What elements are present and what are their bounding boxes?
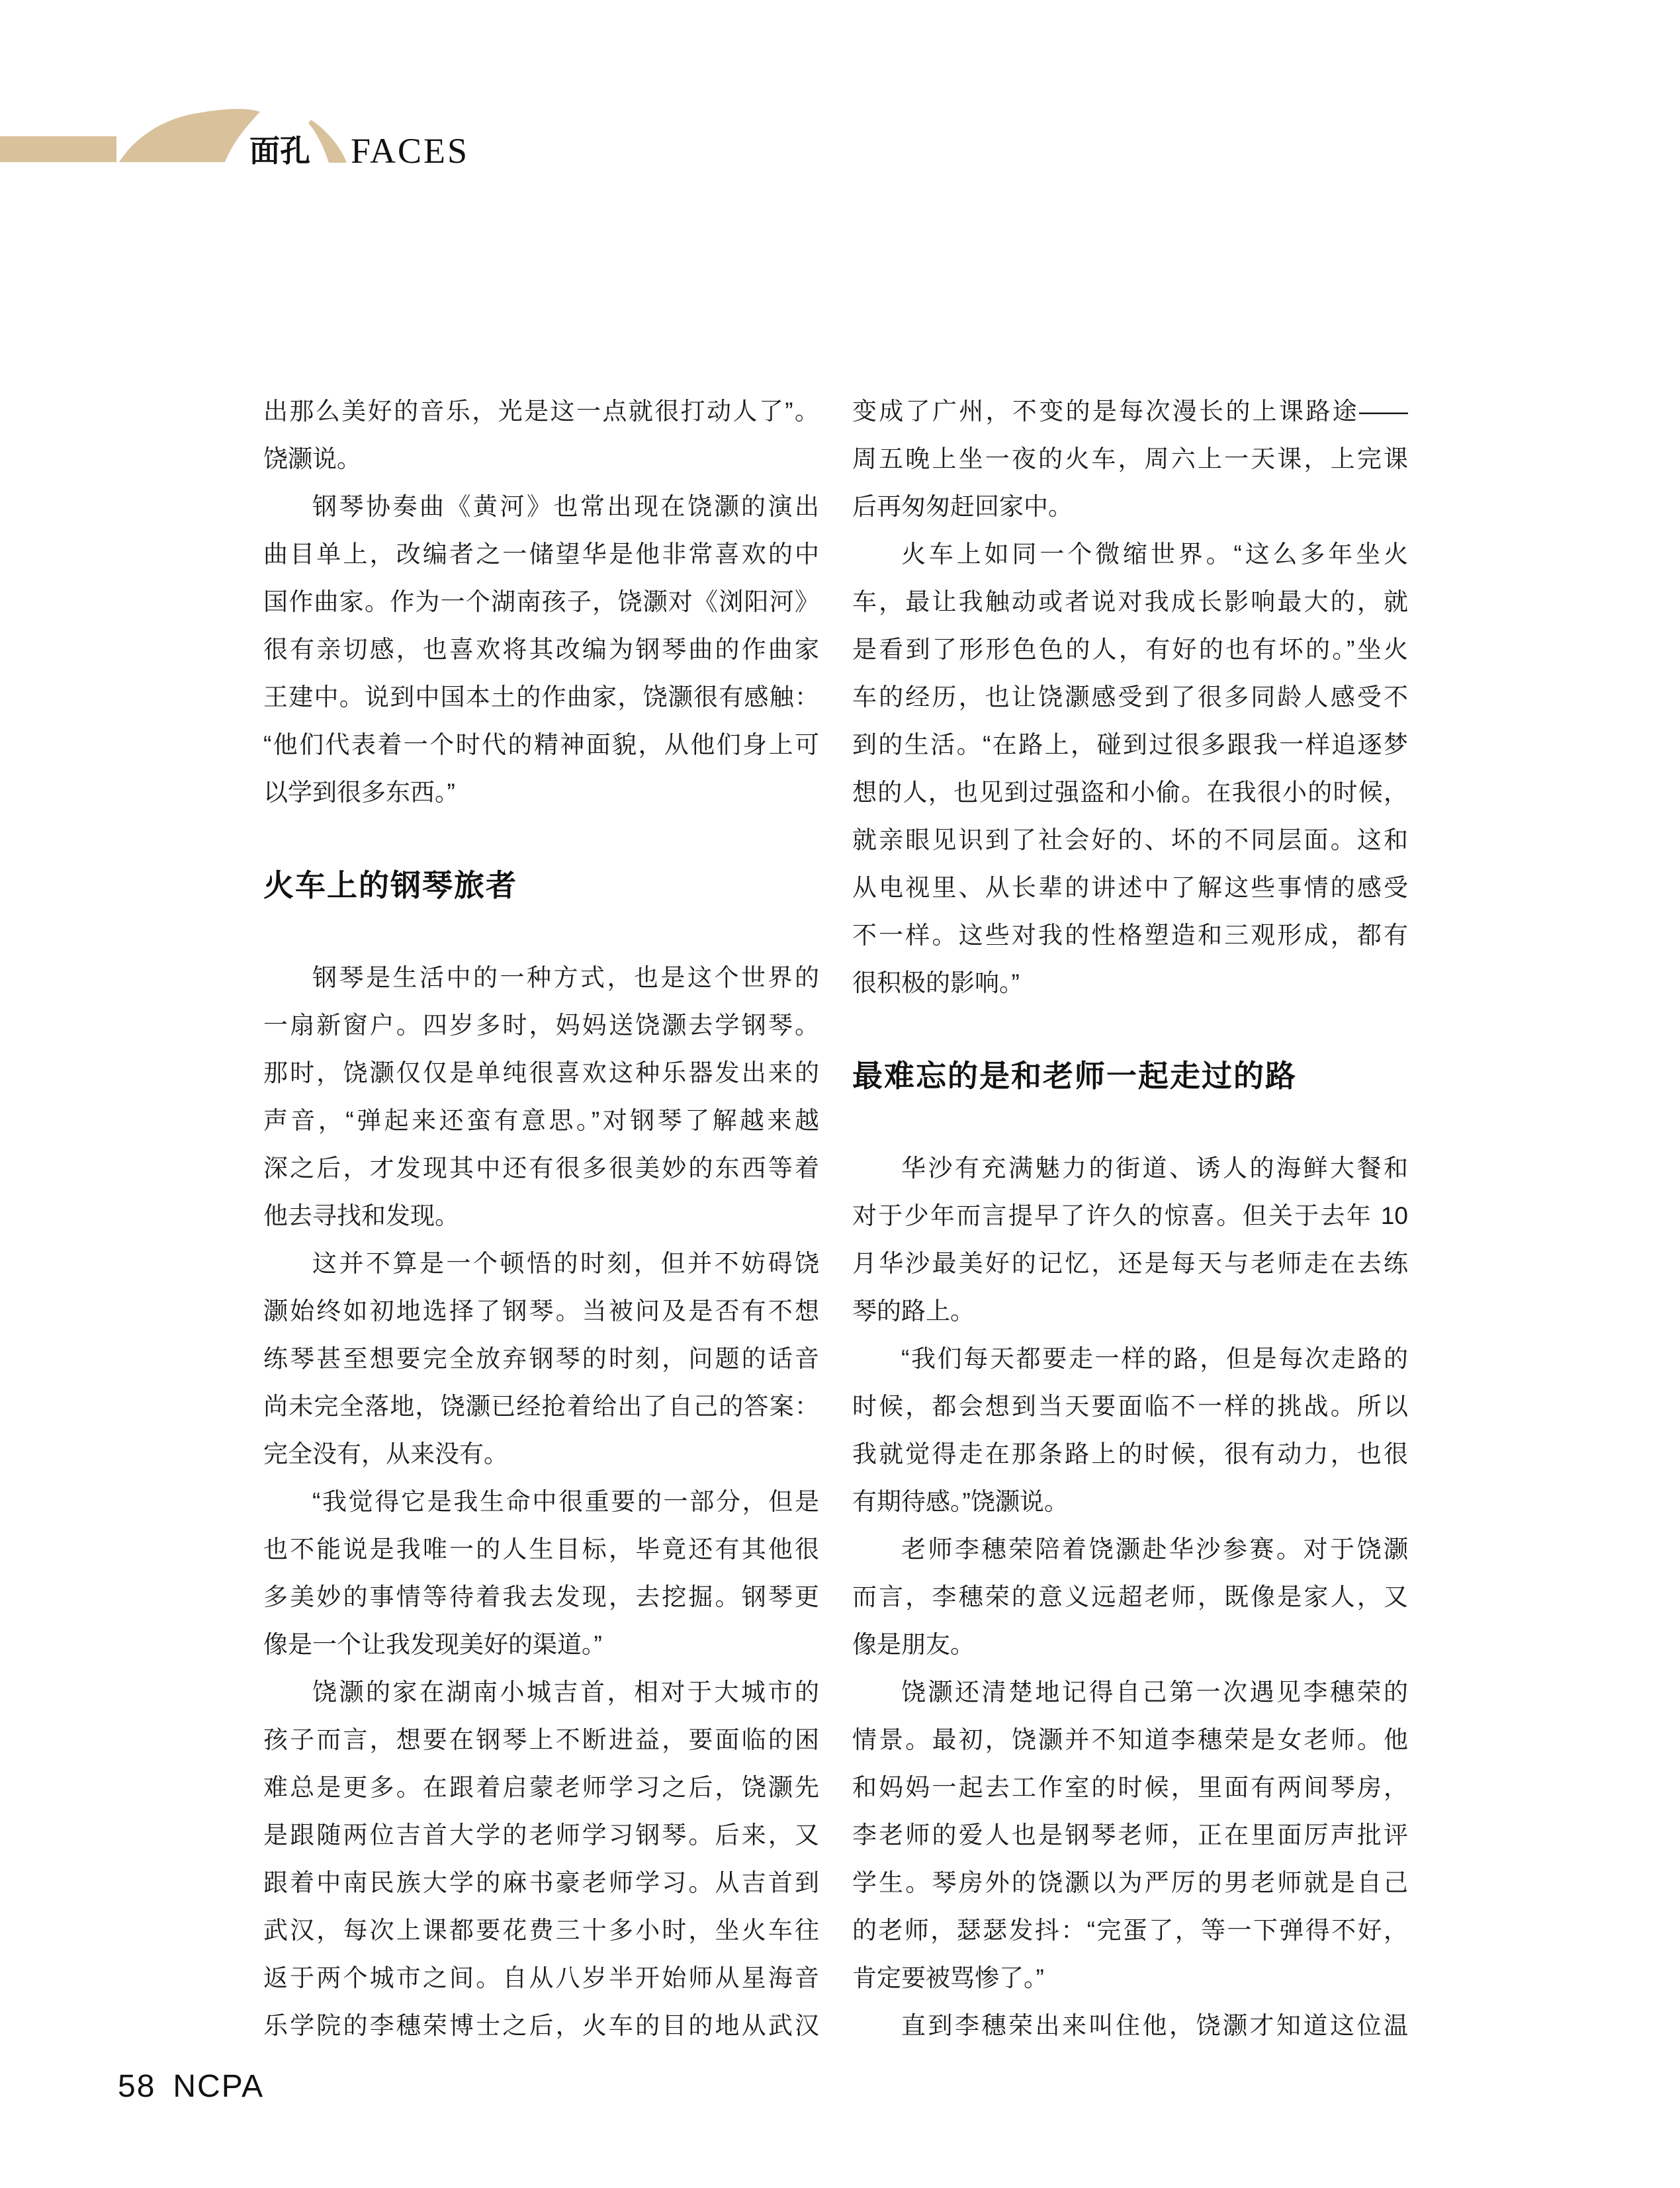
body-text-line: 直到李穗荣出来叫住他，饶灏才知道这位温 <box>901 2012 1408 2039</box>
article-column-left <box>263 388 819 2050</box>
article-column-right <box>852 388 1408 2050</box>
body-text-line: 和妈妈一起去工作室的时候，里面有两间琴房， <box>852 1774 1408 1801</box>
body-text-line: 学生。琴房外的饶灏以为严厉的男老师就是自己 <box>852 1869 1408 1896</box>
body-text-line: 琴的路上。 <box>852 1297 975 1325</box>
body-text-line: “我觉得它是我生命中很重要的一部分，但是 <box>312 1488 819 1515</box>
body-text-line: 饶灏还清楚地记得自己第一次遇见李穗荣的 <box>901 1679 1408 1706</box>
body-text-line: 不一样。这些对我的性格塑造和三观形成，都有 <box>852 922 1408 949</box>
body-text-line: 周五晚上坐一夜的火车，周六上一天课，上完课 <box>852 445 1408 472</box>
body-text-line: 火车上如同一个微缩世界。“这么多年坐火 <box>901 541 1408 568</box>
body-text-line: 时候，都会想到当天要面临不一样的挑战。所以 <box>852 1393 1408 1420</box>
body-text-line: 饶灏说。 <box>263 445 361 472</box>
body-text-line: 车的经历，也让饶灏感受到了很多同龄人感受不 <box>852 683 1408 711</box>
section-header-banner <box>0 0 529 198</box>
article-subheading: 最难忘的是和老师一起走过的路 <box>852 1059 1297 1093</box>
body-text-line: 完全没有，从来没有。 <box>263 1440 508 1467</box>
body-text-line: 也不能说是我唯一的人生目标，毕竟还有其他很 <box>263 1536 819 1563</box>
body-text-line: 声音，“弹起来还蛮有意思。”对钢琴了解越来越 <box>263 1107 819 1134</box>
body-text-line: 情景。最初，饶灏并不知道李穗荣是女老师。他 <box>852 1726 1408 1753</box>
body-text-line: 车，最让我触动或者说对我成长影响最大的，就 <box>852 588 1408 615</box>
body-text-line: 多美妙的事情等待着我去发现，去挖掘。钢琴更 <box>263 1583 819 1610</box>
body-text-line: 曲目单上，改编者之一储望华是他非常喜欢的中 <box>263 541 819 568</box>
body-text-line: 这并不算是一个顿悟的时刻，但并不妨碍饶 <box>312 1250 819 1277</box>
body-text-line: 我就觉得走在那条路上的时候，很有动力，也很 <box>852 1440 1408 1467</box>
body-text-line: 李老师的爱人也是钢琴老师，正在里面厉声批评 <box>852 1821 1408 1849</box>
body-text-line: “我们每天都要走一样的路，但是每次走路的 <box>901 1345 1408 1372</box>
body-text-line: 一扇新窗户。四岁多时，妈妈送饶灏去学钢琴。 <box>263 1012 819 1039</box>
body-text-line: 出那么美好的音乐，光是这一点就很打动人了”。 <box>263 398 819 425</box>
body-text-line: 对于少年而言提早了许久的惊喜。但关于去年 10 <box>852 1202 1408 1229</box>
body-text-line: 跟着中南民族大学的麻书豪老师学习。从吉首到 <box>263 1869 819 1896</box>
body-text-line: 乐学院的李穗荣博士之后，火车的目的地从武汉 <box>263 2012 819 2039</box>
body-text-line: 王建中。说到中国本土的作曲家，饶灏很有感触： <box>263 683 819 711</box>
body-text-line: 有期待感。”饶灏说。 <box>852 1488 1069 1515</box>
body-text-line: 钢琴协奏曲《黄河》也常出现在饶灏的演出 <box>312 493 819 520</box>
body-text-line: 灏始终如初地选择了钢琴。当被问及是否有不想 <box>263 1297 819 1325</box>
body-text-line: 是看到了形形色色的人，有好的也有坏的。”坐火 <box>852 636 1408 663</box>
body-text-line: 很积极的影响。” <box>852 969 1020 996</box>
body-text-line: 华沙有充满魅力的街道、诱人的海鲜大餐和 <box>901 1155 1408 1182</box>
body-text-line: 钢琴是生活中的一种方式，也是这个世界的 <box>312 964 819 991</box>
body-text-line: 像是一个让我发现美好的渠道。” <box>263 1631 602 1658</box>
body-text-line: 返于两个城市之间。自从八岁半开始师从星海音 <box>263 1964 819 1991</box>
body-text-line: 他去寻找和发现。 <box>263 1202 459 1229</box>
body-text-line: “他们代表着一个时代的精神面貌，从他们身上可 <box>263 731 819 758</box>
body-text-line: 孩子而言，想要在钢琴上不断进益，要面临的困 <box>263 1726 819 1753</box>
article-subheading: 火车上的钢琴旅者 <box>263 868 517 902</box>
header-swoosh-large <box>119 109 260 162</box>
body-text-line: 想的人，也见到过强盗和小偷。在我很小的时候， <box>852 779 1408 806</box>
body-text-line: 是跟随两位吉首大学的老师学习钢琴。后来，又 <box>263 1821 819 1849</box>
body-text-line: 武汉，每次上课都要花费三十多小时，坐火车往 <box>263 1917 819 1944</box>
body-text-line: 深之后，才发现其中还有很多很美妙的东西等着 <box>263 1155 819 1182</box>
header-left-bar <box>0 136 116 162</box>
body-text-line: 肯定要被骂惨了。” <box>852 1964 1044 1991</box>
page-footer <box>118 2068 264 2105</box>
body-text-line: 那时，饶灏仅仅是单纯很喜欢这种乐器发出来的 <box>263 1059 819 1086</box>
body-text-line: 难总是更多。在跟着启蒙老师学习之后，饶灏先 <box>263 1774 819 1801</box>
body-text-line: 以学到很多东西。” <box>263 779 455 806</box>
body-text-line: 像是朋友。 <box>852 1631 975 1658</box>
body-text-line: 就亲眼见识到了社会好的、坏的不同层面。这和 <box>852 826 1408 853</box>
journal-name: NCPA <box>173 2069 265 2104</box>
body-text-line: 饶灏的家在湖南小城吉首，相对于大城市的 <box>312 1679 819 1706</box>
header-section-title-en: FACES <box>351 131 470 171</box>
body-text-line: 变成了广州，不变的是每次漫长的上课路途—— <box>852 398 1408 425</box>
body-text-line: 尚未完全落地，饶灏已经抢着给出了自己的答案： <box>263 1393 819 1420</box>
body-text-line: 很有亲切感，也喜欢将其改编为钢琴曲的作曲家 <box>263 636 819 663</box>
body-text-line: 练琴甚至想要完全放弃钢琴的时刻，问题的话音 <box>263 1345 819 1372</box>
body-text-line: 而言，李穗荣的意义远超老师，既像是家人，又 <box>852 1583 1408 1610</box>
body-text-line: 月华沙最美好的记忆，还是每天与老师走在去练 <box>852 1250 1408 1277</box>
body-text-line: 后再匆匆赶回家中。 <box>852 493 1073 520</box>
body-text-line: 到的生活。“在路上，碰到过很多跟我一样追逐梦 <box>852 731 1408 758</box>
body-text-line: 老师李穗荣陪着饶灏赴华沙参赛。对于饶灏 <box>901 1536 1408 1563</box>
header-section-title-cn: 面孔 <box>249 134 310 168</box>
header-swoosh-small <box>308 120 347 163</box>
body-text-line: 的老师，瑟瑟发抖：“完蛋了，等一下弹得不好， <box>852 1917 1408 1944</box>
page-number: 58 <box>118 2069 156 2104</box>
body-text-line: 从电视里、从长辈的讲述中了解这些事情的感受 <box>852 874 1408 901</box>
body-text-line: 国作曲家。作为一个湖南孩子，饶灏对《浏阳河》 <box>263 588 819 615</box>
